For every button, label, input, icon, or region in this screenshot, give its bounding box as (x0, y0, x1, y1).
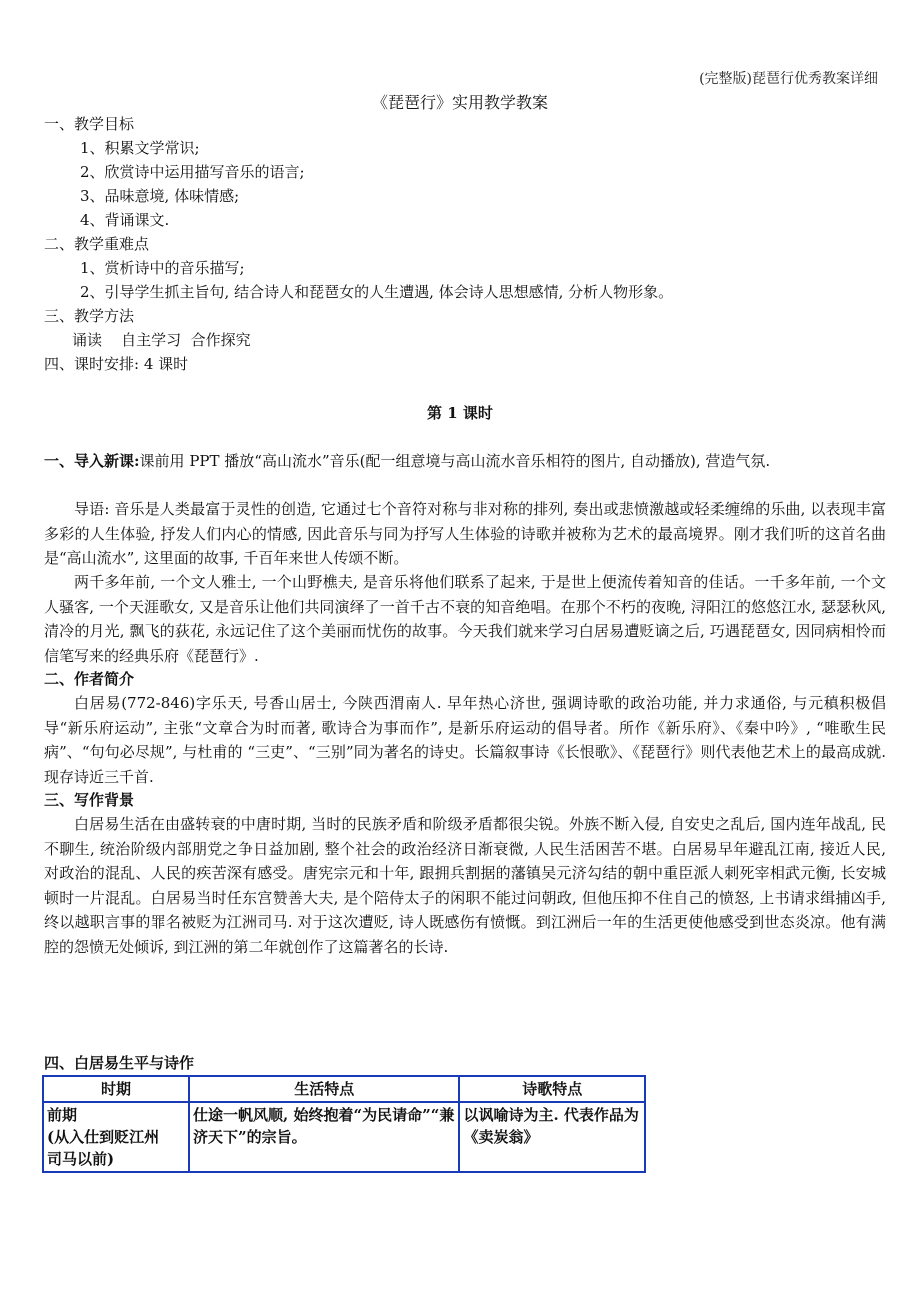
goal-item: 3、品味意境, 体味情感; (80, 187, 240, 205)
story-paragraph: 两千多年前, 一个文人雅士, 一个山野樵夫, 是音乐将他们联系了起来, 于是世上便流传着知音的佳话。一千多年前, 一个文人骚客, 一个天涯歌女, 又是音乐让他们共同演绎了一首千古不衰的知音绝唱。在那个不朽的夜晚, 浔阳江的悠悠江水, 瑟瑟秋风, 清冷的月光, 飘飞的荻花, 永远记住了这个美丽而忧伤的故事。今天我们就来学习白居易遭贬谪之后, 巧遇琵琶女, 因同病相怜而信笔写来的经典乐府《琵琶行》. (44, 573, 886, 665)
table-header-cell: 诗歌特点 (459, 1076, 645, 1102)
period-cell (43, 1102, 189, 1172)
background-paragraph: 白居易生活在由盛转衰的中唐时期, 当时的民族矛盾和阶级矛盾都很尖锐。外族不断入侵, 自安史之乱后, 国内连年战乱, 民不聊生, 统治阶级内部朋党之争日益加剧, 整个社会的政治经济日渐衰微, 人民生活困苦不堪。白居易早年避乱江南, 接近人民, 对政治的混乱、人民的疾苦深有感受。唐宪宗元和十年, 跟拥兵割据的藩镇吴元济勾结的朝中重臣派人刺死宰相武元衡, 长安城顿时一片混乱。白居易当时任东宫赞善大夫, 是个陪侍太子的闲职不能过问朝政, 但他压抑不住自己的愤怒, 上书请求缉捕凶手, 终以越职言事的罪名被贬为江洲司马. 对于这次遭贬, 诗人既感伤有愤慨。到江洲后一年的生活更使他感受到世态炎凉。他有满腔的怨愤无处倾诉, 到江洲的第二年就创作了这篇著名的长诗. (44, 815, 886, 956)
life-heading: 四、白居易生平与诗作 (44, 1054, 195, 1072)
schedule-text: 四、课时安排: 4 课时 (44, 355, 189, 373)
lead-paragraph: 导语: 音乐是人类最富于灵性的创造, 它通过七个音符对称与非对称的排列, 奏出或悲愤激越或轻柔缠绵的乐曲, 以表现丰富多彩的人生体验, 抒发人们内心的情感, 因此音乐与同为抒写人生体验的诗歌并被称为艺术的最高境界。刚才我们听的这首名曲是“高山流水”, 这里面的故事, 千百年来世人传颂不断。 (44, 500, 886, 567)
author-paragraph: 白居易(772-846)字乐天, 号香山居士, 今陕西渭南人. 早年热心济世, 强调诗歌的政治功能, 并力求通俗, 与元稹积极倡导“新乐府运动”, 主张“文章合为时而著, 歌诗合为事而作”, 是新乐府运动的倡导者。所作《新乐府》、《秦中吟》, “唯歌生民病”、“句句必尽规”, 与杜甫的 “三吏”、“三别”同为著名的诗史。长篇叙事诗《长恨歌》、《琵琶行》则代表他艺术上的最高成就. 现存诗近三千首. (44, 694, 886, 786)
goals-heading: 一、教学目标 (44, 115, 135, 133)
table-header-row (43, 1076, 645, 1102)
lesson-title: 第 1 课时 (427, 404, 493, 422)
table-header-cell: 生活特点 (189, 1076, 459, 1102)
difficulties-heading: 二、教学重难点 (44, 235, 150, 253)
methods-text: 诵读 自主学习 合作探究 (72, 331, 251, 349)
document-title: 《琵琶行》实用教学教案 (371, 93, 548, 112)
life-cell: 仕途一帆风顺, 始终抱着“为民请命”“兼济天下”的宗旨。 (189, 1102, 459, 1172)
life-table (42, 1075, 646, 1173)
period-line: (从入仕到贬江州 (47, 1128, 160, 1146)
period-line: 司马以前) (47, 1150, 115, 1168)
period-line: 前期 (47, 1106, 78, 1124)
goal-item: 4、背诵课文. (80, 211, 170, 229)
running-header: (完整版)琵琶行优秀教案详细 (699, 71, 878, 87)
difficulty-item: 2、引导学生抓主旨句, 结合诗人和琵琶女的人生遭遇, 体会诗人思想感情, 分析人物形象。 (80, 283, 674, 301)
intro-text: 课前用 PPT 播放“高山流水”音乐(配一组意境与高山流水音乐相符的图片, 自动播放), 营造气氛. (139, 452, 771, 470)
methods-heading: 三、教学方法 (44, 307, 135, 325)
author-heading: 二、作者简介 (44, 670, 135, 688)
difficulty-item: 1、赏析诗中的音乐描写; (80, 259, 245, 277)
goal-item: 2、欣赏诗中运用描写音乐的语言; (80, 163, 305, 181)
background-heading: 三、写作背景 (44, 791, 135, 809)
table-header-cell: 时期 (43, 1076, 189, 1102)
poetry-cell: 以讽喻诗为主. 代表作品为《卖炭翁》 (459, 1102, 645, 1172)
intro-label: 一、导入新课: (44, 452, 140, 470)
goal-item: 1、积累文学常识; (80, 139, 200, 157)
table-row (43, 1102, 645, 1172)
intro-paragraph (44, 449, 886, 474)
